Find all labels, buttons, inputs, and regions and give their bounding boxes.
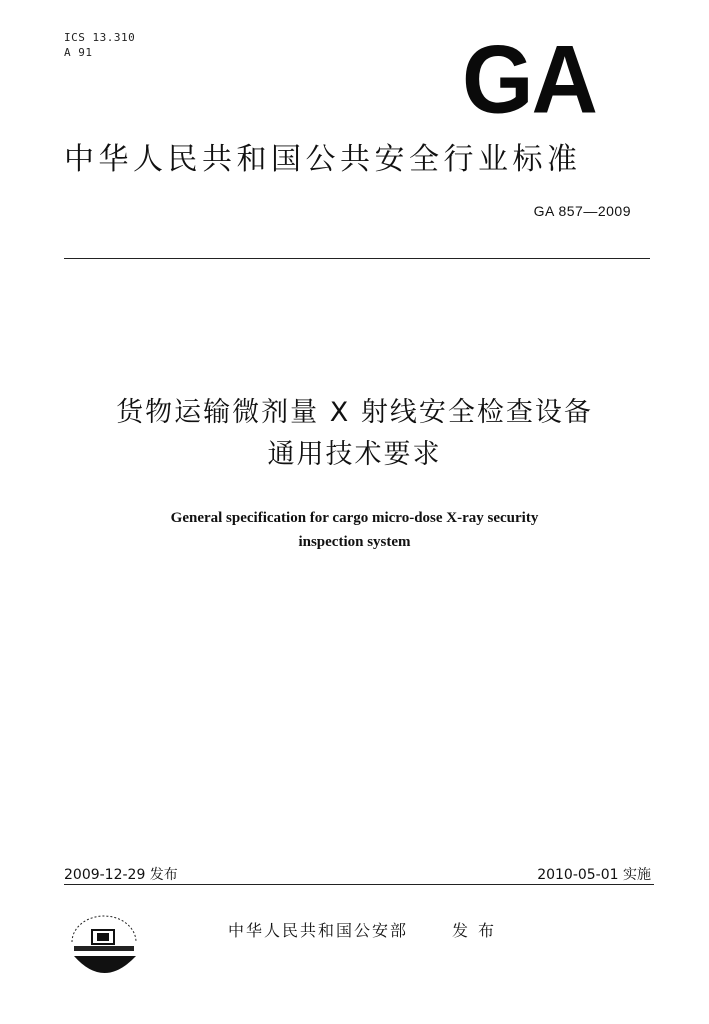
ga-logo: GA bbox=[462, 26, 596, 134]
implementation-date: 2010-05-01 实施 bbox=[537, 867, 651, 883]
issue-date: 2009-12-29 发布 bbox=[64, 867, 178, 883]
document-title-en-line2: inspection system bbox=[298, 534, 411, 550]
standard-type-title: 中华人民共和国公共安全行业标准 bbox=[64, 142, 582, 177]
ics-code: ICS 13.310 bbox=[64, 31, 136, 44]
standard-number: GA 857—2009 bbox=[533, 203, 631, 219]
publish-label: 发布 bbox=[452, 921, 505, 940]
document-title-en bbox=[0, 506, 709, 554]
document-title-cn-line1: 货物运输微剂量 X 射线安全检查设备 bbox=[116, 397, 593, 428]
publisher-seal-icon bbox=[64, 912, 144, 982]
header-divider bbox=[64, 258, 650, 259]
classification-codes bbox=[64, 30, 135, 60]
document-title-en-line1: General specification for cargo micro-dose X-ray security bbox=[170, 510, 539, 526]
document-title-cn-line2: 通用技术要求 bbox=[267, 439, 442, 470]
ccs-code: A 91 bbox=[64, 46, 93, 59]
footer-divider bbox=[64, 884, 654, 885]
document-title-cn bbox=[0, 392, 709, 476]
publisher-name: 中华人民共和国公安部 bbox=[228, 921, 409, 940]
